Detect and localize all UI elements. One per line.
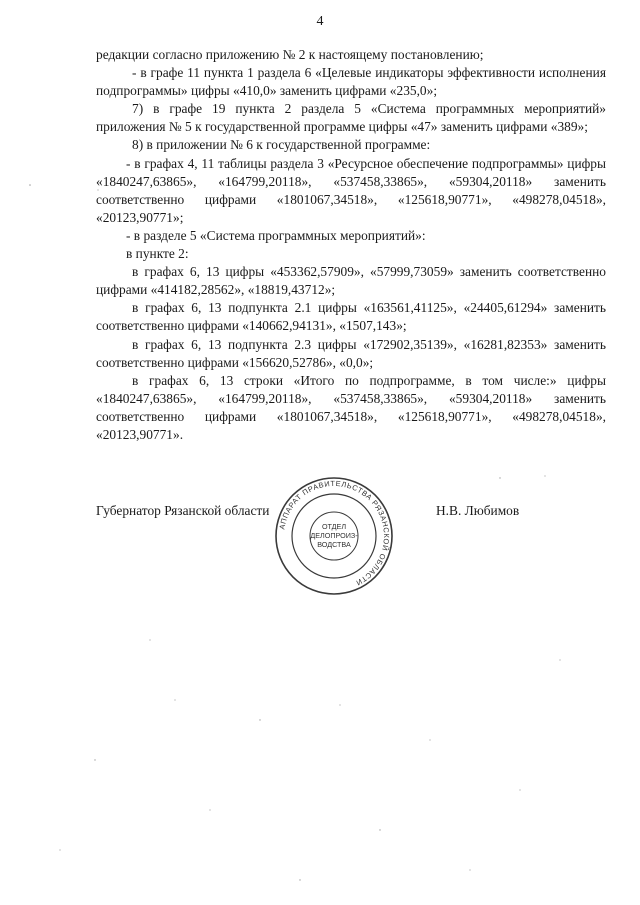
document-body [96, 46, 606, 444]
paragraph: в пункте 2: [126, 246, 189, 262]
paragraph: - в графах 4, 11 таблицы раздела 3 «Ресурсное обеспечение подпрограммы» цифры «1840247,63865», «164799,20118», «537458,33865», «59304,20118» заменить соответственно цифрами «1801067,34518», «125618,90771», «498278,04518», «20123,90771»; [96, 155, 606, 225]
paragraph: в графах 6, 13 подпункта 2.1 цифры «163561,41125», «24405,61294» заменить соответственно цифрами «140662,94131», «1507,143»; [96, 300, 606, 334]
stamp-ring-text: АППАРАТ ПРАВИТЕЛЬСТВА РЯЗАНСКОЙ ОБЛАСТИ [277, 478, 392, 588]
signatory-name: Н.В. Любимов [436, 503, 520, 518]
office-stamp [272, 474, 396, 598]
paragraph: в графах 6, 13 цифры «453362,57909», «57999,73059» заменить соответственно цифрами «414182,28562», «18819,43712»; [96, 264, 606, 298]
paragraph: редакции согласно приложению № 2 к настоящему постановлению; [96, 47, 484, 62]
signatory-position: Губернатор Рязанской области [96, 503, 270, 518]
stamp-center-line: ДЕЛОПРОИЗ- [310, 531, 358, 540]
paragraph: - в графе 11 пункта 1 раздела 6 «Целевые индикаторы эффективности исполнения подпрограммы» цифры «410,0» заменить цифрами «235,0»; [96, 65, 606, 99]
paragraph: - в разделе 5 «Система программных мероприятий»: [126, 227, 426, 243]
paragraph: в графах 6, 13 подпункта 2.3 цифры «172902,35139», «16281,82353» заменить соответственно цифрами «156620,52786», «0,0»; [96, 336, 606, 370]
paragraph: 8) в приложении № 6 к государственной программе: [132, 137, 431, 153]
stamp-center-line: ВОДСТВА [317, 540, 351, 549]
stamp-center-line: ОТДЕЛ [321, 522, 347, 531]
paragraph: 7) в графе 19 пункта 2 раздела 5 «Система программных мероприятий» приложения № 5 к государственной программе цифры «47» заменить цифрами «389»; [96, 101, 606, 135]
page-number: 4 [316, 14, 324, 29]
paragraph: в графах 6, 13 строки «Итого по подпрограмме, в том числе:» цифры «1840247,63865», «164799,20118», «537458,33865», «59304,20118» заменить соответственно цифрами «1801067,34518», «125618,90771», «498278,04518», «20123,90771». [96, 372, 606, 442]
